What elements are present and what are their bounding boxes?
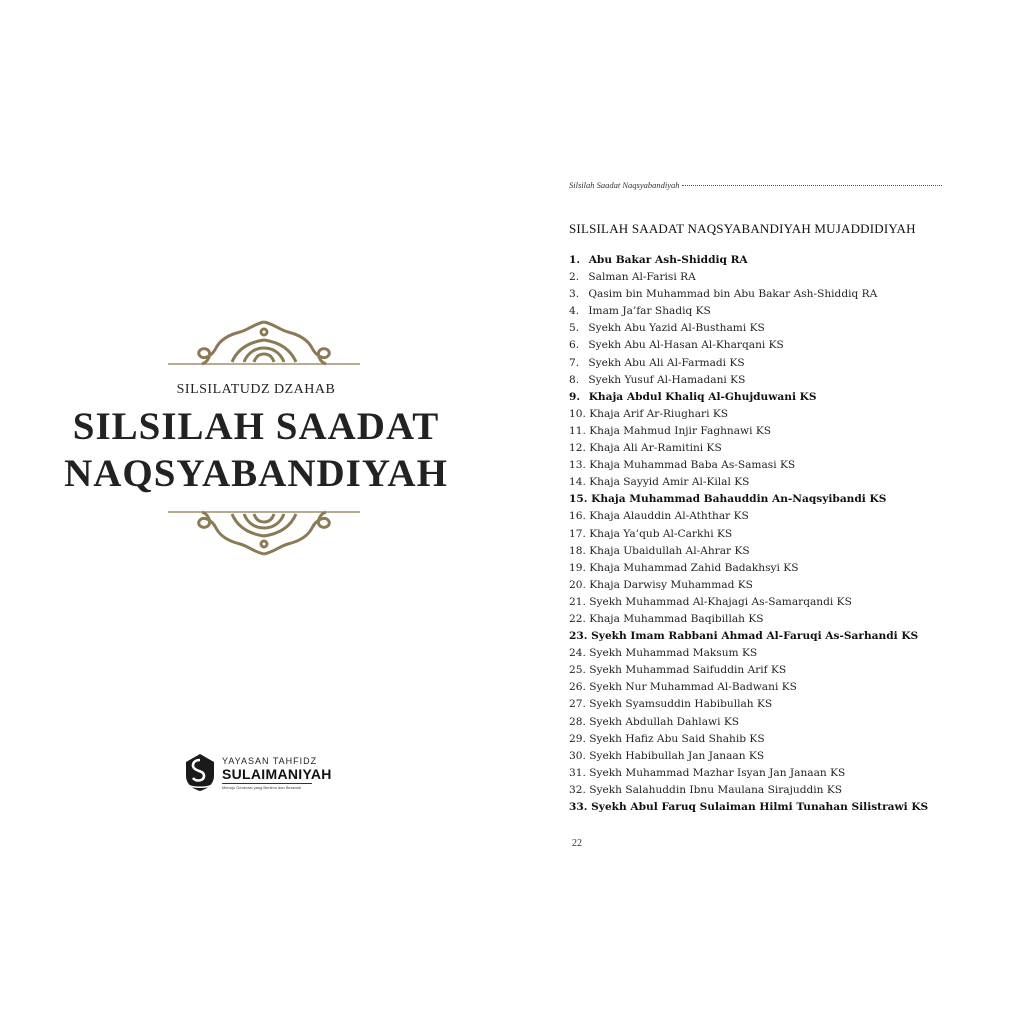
list-item-number: 17. (569, 527, 586, 540)
list-item-name: Syekh Imam Rabbani Ahmad Al-Faruqi As-Sarhandi KS (591, 630, 919, 643)
list-item (569, 594, 1009, 611)
list-item (569, 423, 1009, 440)
list-item-number: 4. (569, 305, 580, 318)
list-item-name: Syekh Habibullah Jan Janaan KS (589, 749, 765, 762)
page-number: 22 (572, 838, 582, 849)
list-item (569, 731, 1009, 748)
list-item-number: 5. (569, 322, 580, 335)
list-item (569, 765, 1009, 782)
list-item (569, 286, 1009, 303)
list-item (569, 320, 1009, 337)
publisher-small-text: YAYASAN TAHFIDZ (222, 756, 318, 766)
list-item-name: Syekh Syamsuddin Habibullah KS (589, 698, 773, 711)
list-item-number: 12. (569, 442, 586, 455)
list-item (569, 526, 1009, 543)
list-item-name: Khaja Ya’qub Al-Carkhi KS (589, 527, 733, 540)
list-item (569, 269, 1009, 286)
list-item-number: 20. (569, 578, 586, 591)
ornament-top (168, 318, 360, 368)
list-item-number: 29. (569, 732, 586, 745)
publisher-underline (222, 783, 312, 784)
list-item (569, 491, 1009, 508)
publisher-tagline: Menuju Generasi yang Berilmu dan Beradab (222, 785, 301, 790)
list-item-number: 31. (569, 766, 586, 779)
list-item-name: Syekh Yusuf Al-Hamadani KS (588, 373, 746, 386)
list-item-name: Khaja Sayyid Amir Al-Kilal KS (589, 476, 750, 489)
list-item-number: 14. (569, 476, 586, 489)
list-item-name: Salman Al-Farisi RA (588, 271, 696, 284)
list-item-name: Syekh Muhammad Mazhar Isyan Jan Janaan KS (589, 766, 846, 779)
list-item-number: 32. (569, 783, 586, 796)
list-item-number: 30. (569, 749, 586, 762)
list-item-name: Khaja Muhammad Zahid Badakhsyi KS (589, 561, 799, 574)
running-head-leader (682, 185, 942, 186)
list-item (569, 611, 1009, 628)
list-item (569, 337, 1009, 354)
list-item-number: 16. (569, 510, 586, 523)
list-item-name: Syekh Abu Al-Hasan Al-Kharqani KS (588, 339, 784, 352)
list-item (569, 508, 1009, 525)
list-item (569, 782, 1009, 799)
list-item-number: 11. (569, 424, 586, 437)
list-item-name: Khaja Alauddin Al-Aththar KS (589, 510, 749, 523)
list-item-number: 21. (569, 595, 586, 608)
list-item (569, 748, 1009, 765)
list-item-name: Khaja Ali Ar-Ramitini KS (589, 442, 722, 455)
list-item-name: Abu Bakar Ash-Shiddiq RA (588, 254, 748, 266)
list-item-name: Khaja Abdul Khaliq Al-Ghujduwani KS (588, 390, 817, 403)
list-item-name: Khaja Mahmud Injir Faghnawi KS (589, 424, 772, 437)
list-item-number: 2. (569, 271, 580, 284)
right-page (512, 0, 1024, 1024)
list-item-number: 24. (569, 647, 586, 660)
list-item-number: 13. (569, 459, 586, 472)
list-item-number: 8. (569, 373, 580, 386)
running-head (569, 180, 962, 194)
list-item-name: Khaja Muhammad Baba As-Samasi KS (589, 459, 796, 472)
list-item-number: 3. (569, 288, 580, 301)
list-item-name: Syekh Abu Ali Al-Farmadi KS (588, 356, 745, 369)
list-item-name: Khaja Darwisy Muhammad KS (589, 578, 753, 591)
list-item-name: Syekh Nur Muhammad Al-Badwani KS (589, 681, 797, 694)
list-item (569, 696, 1009, 713)
list-item (569, 645, 1009, 662)
list-item (569, 679, 1009, 696)
list-item (569, 543, 1009, 560)
list-item (569, 577, 1009, 594)
list-item (569, 252, 1009, 269)
list-item-number: 26. (569, 681, 586, 694)
book-title-line2: NAQSYABANDIYAH (64, 452, 448, 495)
series-subtitle: SILSILATUDZ DZAHAB (176, 382, 336, 397)
list-item-name: Khaja Muhammad Baqibillah KS (589, 612, 764, 625)
list-item-name: Syekh Muhammad Maksum KS (589, 647, 758, 660)
list-item-number: 22. (569, 612, 586, 625)
list-item-name: Khaja Arif Ar-Riughari KS (589, 407, 729, 420)
list-item (569, 560, 1009, 577)
list-item-name: Syekh Abul Faruq Sulaiman Hilmi Tunahan Silistrawi KS (591, 801, 929, 813)
list-item-name: Syekh Muhammad Saifuddin Arif KS (589, 664, 787, 677)
list-item-name: Qasim bin Muhammad bin Abu Bakar Ash-Shiddiq RA (588, 288, 878, 301)
list-item (569, 662, 1009, 679)
list-item-number: 27. (569, 698, 586, 711)
list-item-number: 25. (569, 664, 586, 677)
book-title-line1: SILSILAH SAADAT (72, 405, 440, 448)
list-item (569, 303, 1009, 320)
publisher-logo (182, 752, 332, 794)
list-item (569, 406, 1009, 423)
list-heading: SILSILAH SAADAT NAQSYABANDIYAH MUJADDIDIYAH (569, 221, 916, 236)
list-item-number: 33. (569, 801, 588, 813)
list-item (569, 355, 1009, 372)
list-item-number: 6. (569, 339, 580, 352)
list-item-number: 1. (569, 254, 581, 266)
list-item-number: 23. (569, 630, 588, 643)
running-head-text: Silsilah Saadat Naqsyabandiyah (569, 180, 680, 190)
ornament-bottom (168, 508, 360, 558)
list-item-number: 15. (569, 493, 588, 506)
list-item-name: Syekh Muhammad Al-Khajagi As-Samarqandi KS (589, 595, 852, 608)
publisher-emblem-icon (182, 752, 218, 792)
lineage-list (569, 252, 1009, 816)
list-item (569, 714, 1009, 731)
list-item-number: 28. (569, 715, 586, 728)
list-item-name: Syekh Abdullah Dahlawi KS (589, 715, 740, 728)
list-item-name: Imam Ja’far Shadiq KS (588, 305, 711, 318)
list-item (569, 389, 1009, 406)
list-item (569, 628, 1009, 645)
list-item-number: 18. (569, 544, 586, 557)
list-item (569, 440, 1009, 457)
list-item-name: Syekh Salahuddin Ibnu Maulana Sirajuddin KS (589, 783, 843, 796)
list-item (569, 372, 1009, 389)
publisher-name: SULAIMANIYAH (222, 766, 332, 782)
list-item-name: Khaja Ubaidullah Al-Ahrar KS (589, 544, 750, 557)
list-item (569, 457, 1009, 474)
list-item-number: 10. (569, 407, 586, 420)
list-item-name: Khaja Muhammad Bahauddin An-Naqsyibandi KS (591, 493, 887, 506)
list-item-name: Syekh Hafiz Abu Said Shahib KS (589, 732, 765, 745)
list-item-name: Syekh Abu Yazid Al-Busthami KS (588, 322, 765, 335)
list-item-number: 7. (569, 356, 580, 369)
list-item-number: 19. (569, 561, 586, 574)
list-item-number: 9. (569, 390, 581, 403)
list-item (569, 799, 1009, 816)
list-item (569, 474, 1009, 491)
